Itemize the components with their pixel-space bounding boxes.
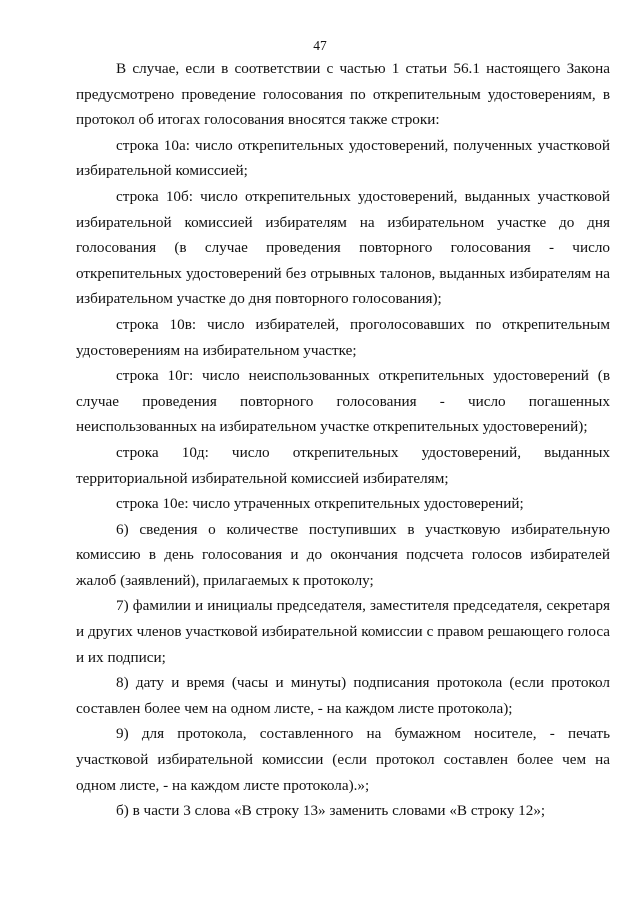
paragraph-line-10d: строка 10д: число открепительных удостоверений, выданных территориальной избирательной комиссией избирателям;	[76, 443, 610, 487]
paragraph-item-8: 8) дату и время (часы и минуты) подписания протокола (если протокол составлен более чем на одном листе, - на каждом листе протокола);	[76, 674, 610, 717]
document-body	[76, 56, 610, 824]
paragraph-line-10e: строка 10е: число утраченных открепительных удостоверений;	[116, 495, 524, 513]
page-number: 47	[313, 38, 327, 53]
paragraph-item-6: 6) сведения о количестве поступивших в участковую избирательную комиссию в день голосования и до окончания подсчета голосов избирателей жалоб (заявлений), прилагаемых к протоколу;	[76, 520, 610, 589]
paragraph-item-9: 9) для протокола, составленного на бумажном носителе, - печать участковой избирательной комиссии (если протокол составлен более чем на одном листе, - на каждом листе протокола).»;	[76, 725, 610, 794]
paragraph-line-10a: строка 10а: число открепительных удостоверений, полученных участковой избирательной комиссией;	[76, 136, 610, 180]
paragraph-line-10b: строка 10б: число открепительных удостоверений, выданных участковой избирательной комиссией избирателям на избирательном участке до дня голосования (в случае проведения повторного голосования - число открепительных удостоверений без отрывных талонов, выданных избирателям на избирательном участке до дня повторного голосования);	[76, 187, 610, 308]
paragraph-amendment-b: б) в части 3 слова «В строку 13» заменить словами «В строку 12»;	[116, 802, 546, 820]
paragraph-line-10g: строка 10г: число неиспользованных открепительных удостоверений (в случае проведения повторного голосования - число погашенных неиспользованных на избирательном участке открепительных удостоверений);	[76, 367, 610, 436]
paragraph-item-7: 7) фамилии и инициалы председателя, заместителя председателя, секретаря и других членов участковой избирательной комиссии с правом решающего голоса и их подписи;	[76, 597, 610, 666]
paragraph-line-10v: строка 10в: число избирателей, проголосовавших по открепительным удостоверениям на избирательном участке;	[76, 315, 610, 359]
paragraph-intro: В случае, если в соответствии с частью 1 статьи 56.1 настоящего Закона предусмотрено проведение голосования по открепительным удостоверениям, в протокол об итогах голосования вносятся также строки:	[76, 60, 610, 129]
